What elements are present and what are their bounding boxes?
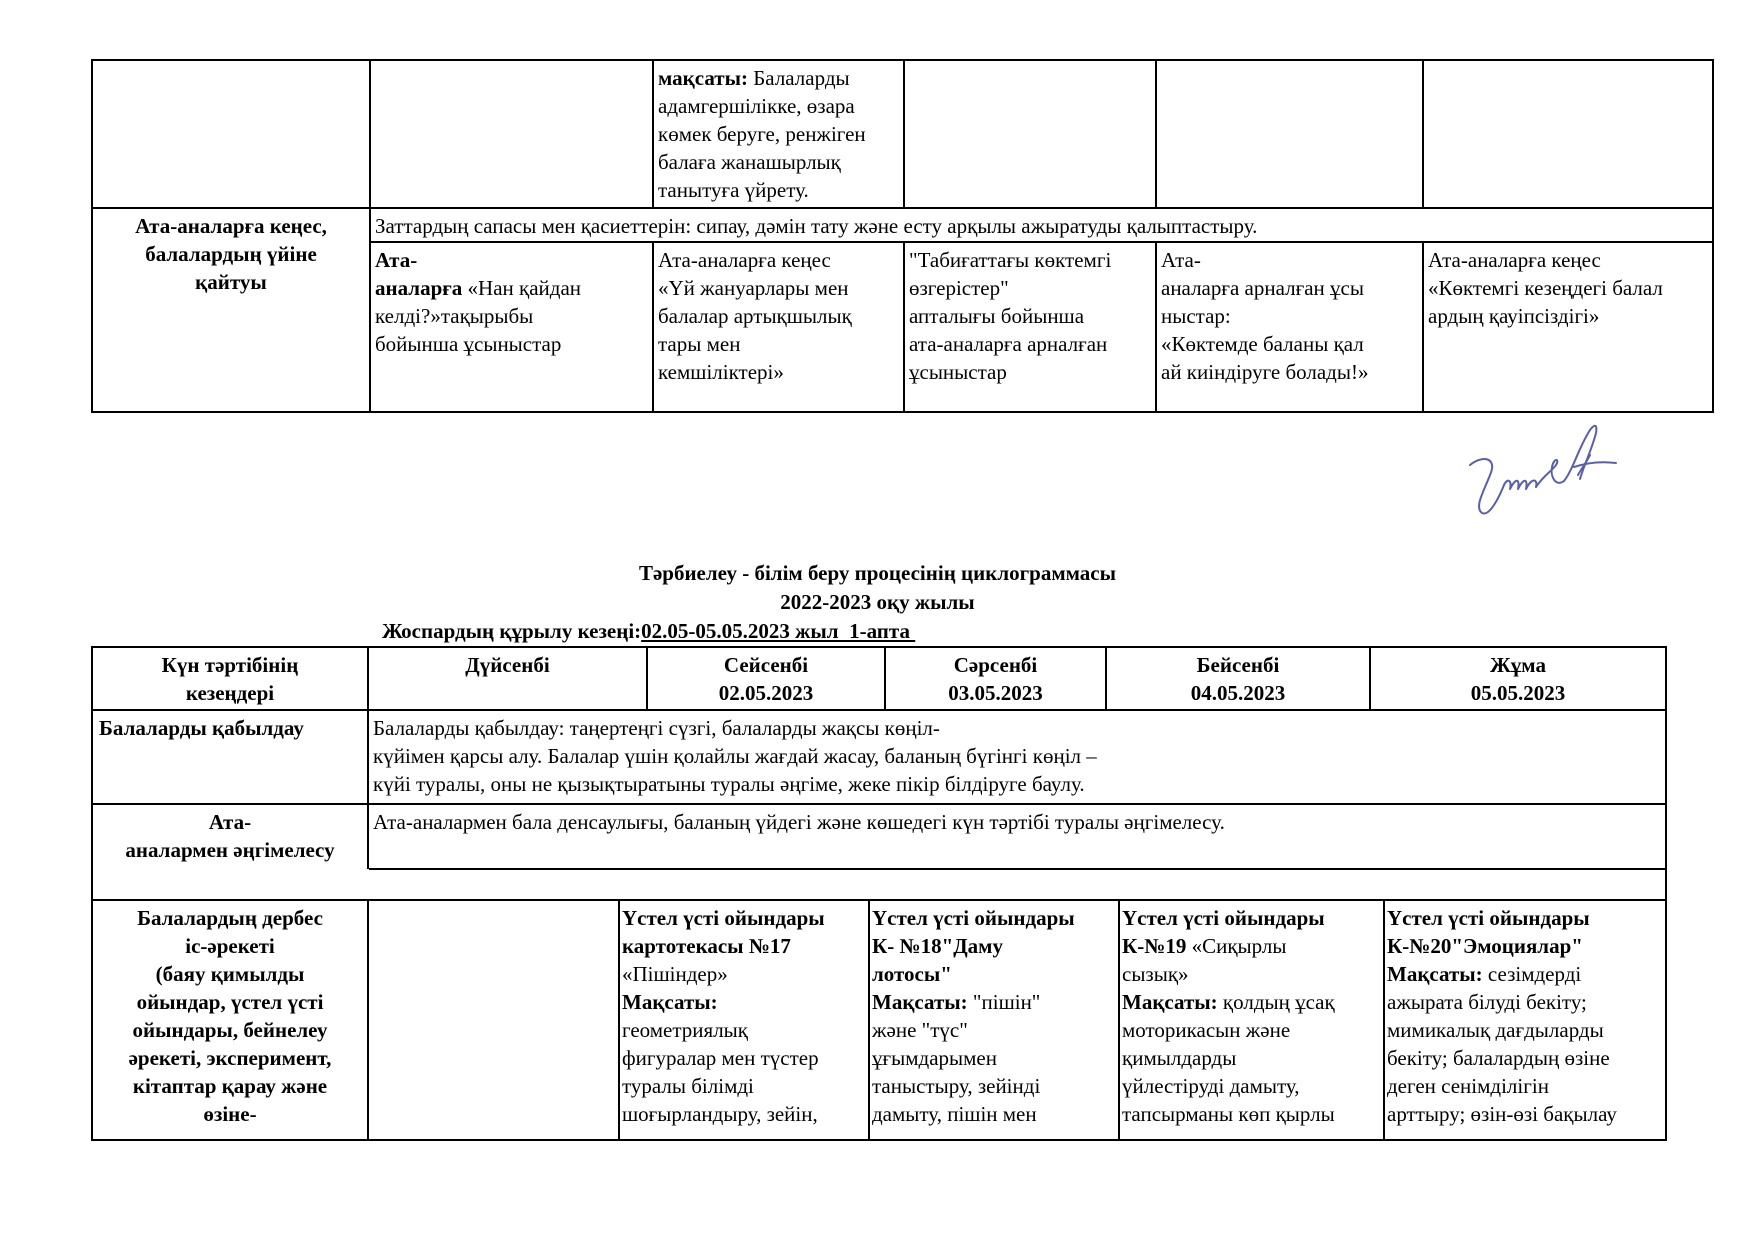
- col-header-wednesday: Сәрсенбі 03.05.2023: [948, 653, 1043, 705]
- activity-wednesday-title: Үстел үсті ойындары К- №18"Даму лотосы": [872, 906, 1075, 986]
- activity-wednesday-goal-label: Мақсаты:: [872, 990, 968, 1014]
- parent-advice-wednesday: "Табиғаттағы көктемгі өзгерістер" апталығы бойынша ата-аналарға арналған ұсыныстар: [909, 248, 1112, 384]
- col-header-schedule: Күн тәртібінің кезеңдері: [161, 653, 299, 705]
- activity-tuesday: [620, 902, 868, 1139]
- activity-tuesday-goal: геометриялық фигуралар мен түстер туралы білімді шоғырландыру, зейін,: [622, 1018, 819, 1126]
- col-header-thursday: Бейсенбі 04.05.2023: [1190, 653, 1286, 705]
- parents-talk-text: Ата-аналармен бала денсаулығы, баланың үйдегі және көшедегі күн тәртібі туралы әңгімелесу.: [373, 810, 1225, 834]
- activity-monday: [369, 902, 618, 1139]
- parent-advice-tuesday: Ата-аналарға кеңес «Үй жануарлары мен балалар артықшылық тары мен кемшіліктері»: [658, 248, 852, 384]
- reception-text: Балаларды қабылдау: таңертеңгі сүзгі, балаларды жақсы көңіл- күйімен қарсы алу. Балалар үшін қолайлы жағдай жасау, баланың бүгінгі көңіл – күйі туралы, оны не қызықтыратыны туралы әңгіме, жеке пікір білдіруге баулу.: [373, 716, 1097, 796]
- parent-advice-monday-text: «Нан қайдан келді?»тақырыбы бойынша ұсыныстар: [375, 276, 582, 356]
- activity-thursday-title: Үстел үсті ойындары К-№19: [1122, 906, 1325, 958]
- activity-thursday-goal-label: Мақсаты:: [1122, 990, 1218, 1014]
- col-header-tuesday: Сейсенбі 02.05.2023: [718, 653, 814, 705]
- doc-period-label: Жоспардың құрылу кезеңі:: [382, 619, 642, 643]
- col-header-monday: Дүйсенбі: [465, 653, 550, 677]
- activity-thursday-goal: қолдың ұсақ моторикасын және қимылдарды үйлестіруді дамыту, тапсырманы көп қырлы: [1122, 990, 1335, 1126]
- activity-thursday-game: «Сиқырлы сызық»: [1122, 934, 1287, 986]
- doc-title: Тәрбиелеу - білім беру процесінің циклограммасы: [638, 561, 1117, 585]
- goal-cell: [654, 62, 904, 208]
- activity-wednesday: [870, 902, 1118, 1139]
- goal-label: мақсаты:: [658, 66, 748, 90]
- signature-image: [1460, 415, 1640, 520]
- col-header-friday: Жұма 05.05.2023: [1470, 653, 1566, 705]
- parent-advice-thursday: Ата- аналарға арналған ұсы ныстар: «Көктемде баланы қал ай киіндіруге болады!»: [1161, 248, 1369, 384]
- parent-advice-monday: [371, 244, 652, 411]
- row-head-independent-activity: Балалардың дербес іс-әрекеті (баяу қимылды ойындар, үстел үсті ойындары, бейнелеу әрекеті, эксперимент, кітаптар қарау және өзіне-: [128, 906, 332, 1126]
- activity-tuesday-goal-label: Мақсаты:: [622, 990, 718, 1014]
- goal-text: Балаларды адамгершілікке, өзара көмек беруге, ренжіген балаға жанашырлық танытуға үйрету.: [658, 66, 866, 202]
- doc-year: 2022-2023 оқу жылы: [780, 590, 975, 614]
- row-head-parents-talk: Ата- аналармен әңгімелесу: [125, 810, 335, 862]
- activity-friday-title: Үстел үсті ойындары К-№20"Эмоциялар": [1387, 906, 1590, 958]
- row-head-parent-advice: Ата-аналарға кеңес, балалардың үйіне қайтуы: [135, 214, 327, 294]
- activity-friday: [1385, 902, 1665, 1139]
- activity-friday-goal-label: Мақсаты:: [1387, 962, 1483, 986]
- parent-advice-monday-bold: Ата- аналарға: [375, 248, 463, 300]
- activity-friday-goal: сезімдерді ажырата білуді бекіту; мимикалық дағдыларды бекіту; балалардың өзіне деген сенімділігін арттыру; өзін-өзі бақылау: [1387, 962, 1617, 1126]
- row-head-reception: Балаларды қабылдау: [99, 716, 304, 740]
- activity-tuesday-game: «Пішіндер»: [622, 962, 728, 986]
- activity-wednesday-goal: "пішін" және "түс" ұғымдарымен таныстыру, зейінді дамыту, пішін мен: [872, 990, 1041, 1126]
- parent-advice-friday: Ата-аналарға кеңес «Көктемгі кезеңдегі балал ардың қауіпсіздігі»: [1428, 248, 1663, 328]
- doc-period-dates: 02.05-05.05.2023 жыл 1-апта: [641, 619, 916, 643]
- activity-thursday: [1120, 902, 1383, 1139]
- row-span-text: Заттардың сапасы мен қасиеттерін: сипау, дәмін тату және есту арқылы ажыратуды қалыптастыру.: [375, 214, 1258, 238]
- doc-period: [382, 617, 915, 645]
- activity-tuesday-title: Үстел үсті ойындары картотекасы №17: [622, 906, 825, 958]
